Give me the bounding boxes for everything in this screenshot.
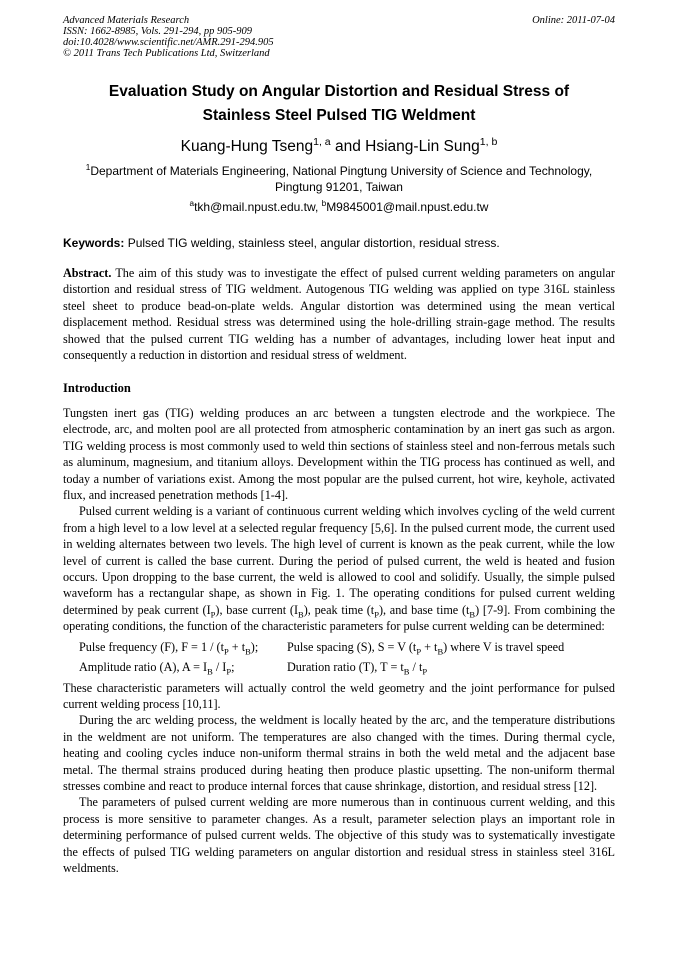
formula-pulse-spacing: Pulse spacing (S), S = V $(t_P + t_B)$ where V is travel speed <box>287 639 565 657</box>
affiliation <box>63 163 615 195</box>
intro-paragraph-5: The parameters of pulsed current welding are more numerous than in continuous current welding, and this process is more sensitive to parameter changes. As a result, parameter selection plays an important role in determining performance of pulsed current welds. The objective of this study was to systematically investigate the effects of pulsed TIG welding parameters on angular distortion and residual stress in stainless steel 316L weldments. <box>63 795 615 875</box>
formula-row-1 <box>79 639 615 655</box>
author-2-affil: 1, b <box>479 135 498 148</box>
abstract-text: The aim of this study was to investigate the effect of pulsed current welding parameters on angular distortion and residual stress of TIG weldment. Autogenous TIG welding was applied on type 316L stainless steel sheet to produce bead-on-plate welds. Angular distortion was determined using the mean vertical displacement method. Residual stress was determined using the hole-drilling strain-gage method. The results showed that the pulsed current TIG welding has a number of advantages, including lower heat input and consequently a reduction in distortion and residual stress of weldment. <box>63 266 615 363</box>
intro-paragraph-2: Pulsed current welding is a variant of continuous current welding which involves cycling of the weld current from a high level to a low level at a selected regular frequency [5,6]. In the pulsed current mode, the current used in welding alternates between two levels. The high level of current is known as the peak current, while the low level of current is called the base current. During the period of pulsed current, the weld is heated and fusion occurs. Upon dropping to the base current, the weld is allowed to cool and solidify. Usually, the simple pulsed waveform has a rectangular shape, as shown in Fig. 1. The operating conditions for pulsed current welding determined by peak current $(I_P)$, base current $(I_B)$, peak time $(t_P)$, and base time $(t_B)$ [7-9]. From combining the operating conditions, the function of the characteristic parameters for pulse current welding can be determined: <box>63 504 616 634</box>
intro-paragraph-1: Tungsten inert gas (TIG) welding produces an arc between a tungsten electrode and the workpiece. The electrode, arc, and molten pool are all protected from atmospheric contamination by an inert gas such as argon. TIG welding process is most commonly used to weld thin sections of stainless steel and non-ferrous metals such as aluminum, magnesium, and titanium alloys. Development within the TIG process has continued as well, and today a number of variations exist. Among the most popular are the pulsed current, hot wire, keyhole, activated flux, and increased penetration methods [1-4]. <box>63 406 615 503</box>
title-line-2: Stainless Steel Pulsed TIG Weldment <box>202 107 476 124</box>
abstract-label: Abstract. <box>63 266 112 280</box>
abstract <box>63 265 615 363</box>
formula-amplitude-ratio: Amplitude ratio (A), $A = I_B / I_P$; <box>79 660 235 677</box>
author-list <box>63 137 615 157</box>
email-mark-b: b <box>321 199 327 208</box>
affiliation-line-2: Pingtung 91201, Taiwan <box>275 180 403 194</box>
formula-pulse-frequency: Pulse frequency (F), $F = 1 / (t_P + t_B)$; <box>79 639 259 657</box>
author-connector: and <box>330 138 366 155</box>
doi-line[interactable]: doi:10.4028/www.scientific.net/AMR.291-294.905 <box>63 37 274 48</box>
issn-line: ISSN: 1662-8985, Vols. 291-294, pp 905-909 <box>63 26 252 37</box>
affiliation-mark: 1 <box>85 163 91 172</box>
journal-header <box>63 15 274 59</box>
keywords-text: Pulsed TIG welding, stainless steel, angular distortion, residual stress. <box>124 236 500 250</box>
author-1: Kuang-Hung Tseng <box>180 138 314 155</box>
formula-duration-ratio: Duration ratio (T), $T = t_B / t_P$ <box>287 660 428 677</box>
affiliation-line-1: Department of Materials Engineering, National Pingtung University of Science and Technology, <box>90 164 593 178</box>
author-2: Hsiang-Lin Sung <box>365 138 480 155</box>
online-date: Online: 2011-07-04 <box>532 15 615 26</box>
paper-title <box>63 80 615 128</box>
author-1-affil: 1, a <box>313 135 331 148</box>
copyright-line: © 2011 Trans Tech Publications Ltd, Switzerland <box>63 48 270 59</box>
email-mark-a: a <box>189 199 195 208</box>
introduction-body <box>63 405 615 876</box>
keywords-label: Keywords: <box>63 236 125 250</box>
introduction-heading: Introduction <box>63 381 131 395</box>
intro-paragraph-3: These characteristic parameters will actually control the weld geometry and the joint performance for pulsed current welding process [10,11]. <box>63 680 615 711</box>
author-emails <box>63 199 615 215</box>
email-b[interactable]: M9845001@mail.npust.edu.tw <box>326 200 489 214</box>
formula-row-2 <box>79 659 615 675</box>
email-a[interactable]: tkh@mail.npust.edu.tw, <box>194 200 322 214</box>
journal-name: Advanced Materials Research <box>63 15 190 26</box>
title-line-1: Evaluation Study on Angular Distortion and Residual Stress of <box>108 83 570 100</box>
intro-paragraph-4: During the arc welding process, the weldment is locally heated by the arc, and the temperature distributions in the weldment are not uniform. The temperatures are also changed with the times. During thermal cycle, heating and cooling cycles induce non-uniform thermal strains in both the weld metal and the adjacent base metal. The thermal strains produced during heating then produce plastic upsetting. The non-uniform thermal stresses combine and react to produce internal forces that cause shrinkage, distortion, and residual stress [12]. <box>63 713 615 793</box>
keywords <box>63 235 615 251</box>
